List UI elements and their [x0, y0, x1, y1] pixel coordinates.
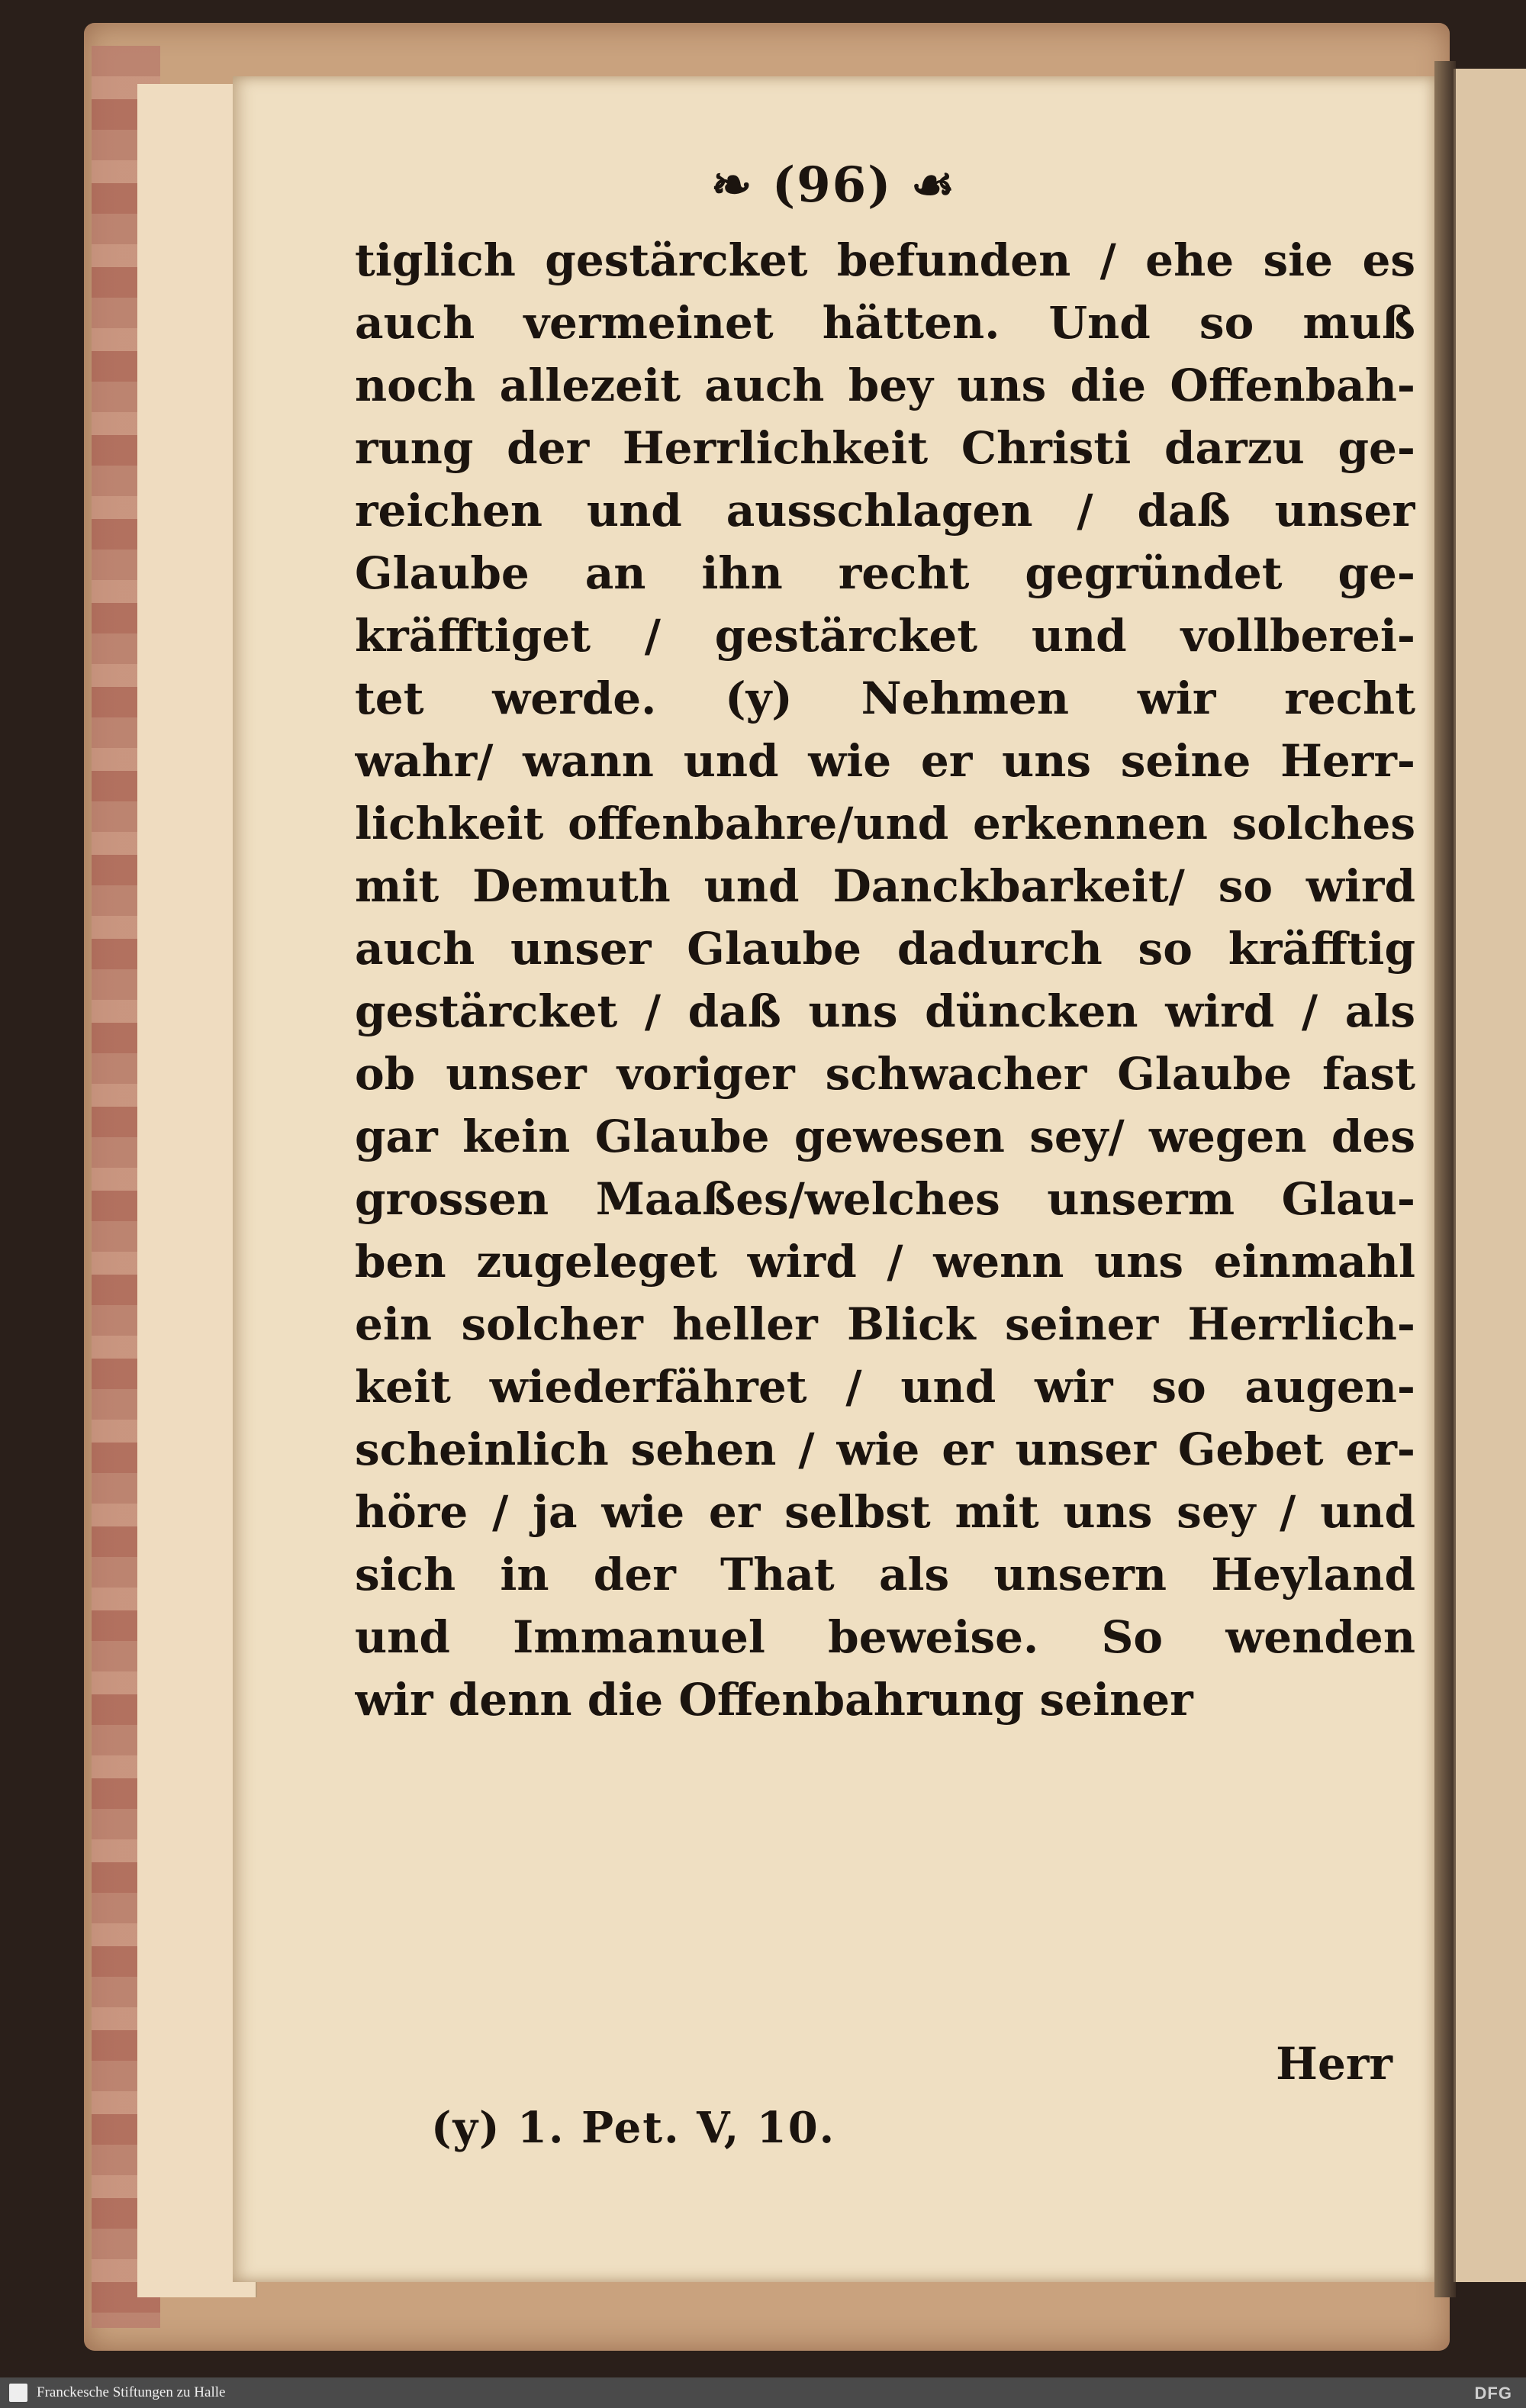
text-line: scheinlich sehen / wie er unser Gebet er-	[355, 1423, 1415, 1475]
footer-bar	[0, 2377, 1526, 2408]
text-line: gestärcket / daß uns düncken wird / als	[355, 985, 1415, 1037]
dfg-logo: DFG	[1474, 2384, 1512, 2403]
institution-logo-icon	[9, 2384, 27, 2402]
text-line: sich in der That als unsern Heyland	[355, 1549, 1415, 1600]
text-line: kräfftiget / gestärcket und vollberei-	[355, 610, 1415, 662]
text-line: mit Demuth und Danckbarkeit/ so wird	[355, 860, 1415, 912]
book-page	[233, 76, 1434, 2282]
text-line: und Immanuel beweise. So wenden	[355, 1611, 1415, 1663]
text-line: tet werde. (y) Nehmen wir recht	[355, 672, 1415, 724]
text-line: ob unser voriger schwacher Glaube fast	[355, 1048, 1415, 1100]
institution-name: Franckesche Stiftungen zu Halle	[37, 2384, 226, 2400]
facing-page	[1454, 69, 1526, 2282]
text-line: Glaube an ihn recht gegründet ge-	[355, 547, 1415, 599]
text-line: keit wiederfähret / und wir so augen-	[355, 1361, 1415, 1413]
text-line: auch vermeinet hätten. Und so muß	[355, 297, 1415, 349]
text-line: wir denn die Offenbahrung seiner	[355, 1674, 1193, 1726]
text-line: gar kein Glaube gewesen sey/ wegen des	[355, 1111, 1415, 1162]
page-number: (96)	[771, 156, 893, 214]
text-line: grossen Maaßes/welches unserm Glau-	[355, 1173, 1415, 1225]
catchword: Herr	[1276, 2038, 1392, 2090]
ornament-left-icon: ❧	[710, 156, 754, 214]
text-line: reichen und ausschlagen / daß unser	[355, 485, 1415, 537]
text-line: wahr/ wann und wie er uns seine Herr-	[355, 735, 1415, 787]
ornament-right-icon: ☙	[910, 156, 957, 214]
text-line: tiglich gestärcket befunden / ehe sie es	[355, 234, 1415, 286]
text-line: höre / ja wie er selbst mit uns sey / und	[355, 1486, 1415, 1538]
text-line: rung der Herrlichkeit Christi darzu ge-	[355, 422, 1415, 474]
gutter-shadow	[1434, 61, 1456, 2297]
text-line: ein solcher heller Blick seiner Herrlich-	[355, 1298, 1415, 1350]
text-line: noch allezeit auch bey uns die Offenbah-	[355, 359, 1415, 411]
text-line: ben zugeleget wird / wenn uns einmahl	[355, 1236, 1415, 1288]
footnote: (y) 1. Pet. V, 10.	[431, 2103, 836, 2153]
text-line: auch unser Glaube dadurch so kräfftig	[355, 923, 1415, 975]
text-line: lichkeit offenbahre/und erkennen solches	[355, 798, 1415, 849]
page-header	[233, 153, 1434, 221]
page-body	[355, 229, 1415, 1731]
